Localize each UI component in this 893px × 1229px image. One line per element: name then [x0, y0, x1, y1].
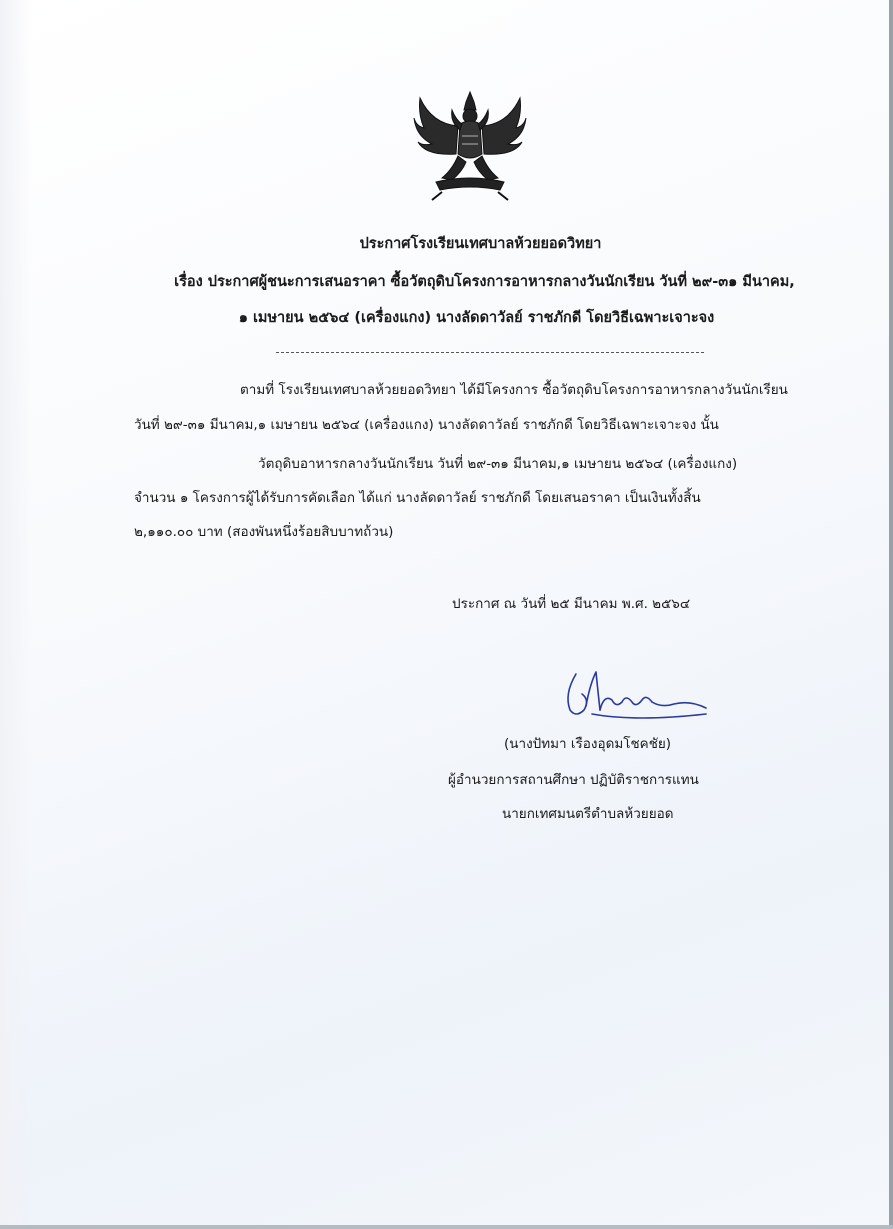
- dashed-divider: [276, 352, 704, 353]
- body-text-line: ตามที่ โรงเรียนเทศบาลห้วยยอดวิทยา ได้มีโครงการ ซื้อวัตถุดิบโครงการอาหารกลางวันนักเรียน: [240, 382, 788, 398]
- scan-edge-bottom: [0, 1225, 893, 1229]
- body-text-line: จำนวน ๑ โครงการผู้ได้รับการคัดเลือก ได้แก่ นางลัดดาวัลย์ ราชภักดี โดยเสนอราคา เป็นเงินทั้งสิ้น: [134, 490, 701, 506]
- scan-shadow-left: [0, 0, 32, 1229]
- garuda-emblem-icon: [412, 84, 528, 204]
- document-title: ประกาศโรงเรียนเทศบาลห้วยยอดวิทยา: [359, 236, 602, 252]
- body-text-line: วันที่ ๒๙-๓๑ มีนาคม,๑ เมษายน ๒๕๖๔ (เครื่องแกง) นางลัดดาวัลย์ ราชภักดี โดยวิธีเฉพาะเจาะจง นั้น: [134, 417, 719, 433]
- scan-edge-right: [889, 0, 893, 1229]
- subject-line-1: เรื่อง ประกาศผู้ชนะการเสนอราคา ซื้อวัตถุดิบโครงการอาหารกลางวันนักเรียน วันที่ ๒๙-๓๑ มีนาคม,: [174, 274, 795, 290]
- signature-icon: [556, 664, 712, 728]
- body-text-line: วัตถุดิบอาหารกลางวันนักเรียน วันที่ ๒๙-๓๑ มีนาคม,๑ เมษายน ๒๕๖๔ (เครื่องแกง): [258, 456, 738, 472]
- signer-name: (นางปัทมา เรืองอุดมโชคชัย): [504, 736, 672, 752]
- subject-line-2: ๑ เมษายน ๒๕๖๔ (เครื่องแกง) นางลัดดาวัลย์ ราชภักดี โดยวิธีเฉพาะเจาะจง: [238, 310, 715, 326]
- signer-position: นายกเทศมนตรีตำบลห้วยยอด: [502, 806, 674, 822]
- body-text-line: ๒,๑๑๐.๐๐ บาท (สองพันหนึ่งร้อยสิบบาทถ้วน): [134, 524, 394, 540]
- announcement-date: ประกาศ ณ วันที่ ๒๕ มีนาคม พ.ศ. ๒๕๖๔: [452, 596, 691, 612]
- signer-position: ผู้อำนวยการสถานศึกษา ปฏิบัติราชการแทน: [448, 772, 699, 788]
